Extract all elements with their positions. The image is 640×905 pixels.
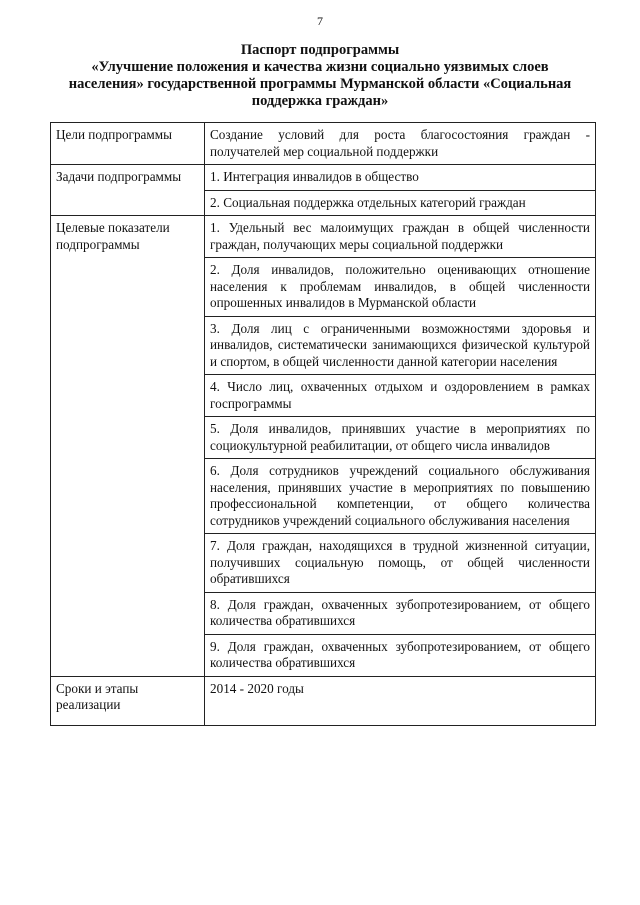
indicator-item: 2. Доля инвалидов, положительно оценивающих отношение населения к проблемам инвалидов, в общей численности опрошенных инвалидов в Мурманской области — [205, 258, 596, 317]
page-number: 7 — [317, 14, 323, 28]
indicator-item: 5. Доля инвалидов, принявших участие в мероприятиях по социокультурной реабилитации, от общего числа инвалидов — [205, 417, 596, 459]
row-label-tasks: Задачи подпрограммы — [51, 165, 205, 216]
row-label-timeline: Сроки и этапы реализации — [51, 676, 205, 725]
title-line: поддержка граждан» — [251, 93, 389, 109]
title-line: «Улучшение положения и качества жизни социально уязвимых слоев — [91, 59, 549, 75]
table-row — [51, 216, 596, 258]
indicator-item: 4. Число лиц, охваченных отдыхом и оздоровлением в рамках госпрограммы — [205, 375, 596, 417]
table-row — [51, 165, 596, 191]
row-label-goals: Цели подпрограммы — [51, 123, 205, 165]
indicator-item: 6. Доля сотрудников учреждений социального обслуживания населения, принявших участие в мероприятиях по повышению профессиональной компетенции, от общего количества сотрудников учреждений социального обслуживания населения — [205, 459, 596, 534]
title-line: населения» государственной программы Мурманской области «Социальная — [68, 76, 572, 92]
indicator-item: 9. Доля граждан, охваченных зубопротезированием, от общего количества обратившихся — [205, 634, 596, 676]
indicator-item: 8. Доля граждан, охваченных зубопротезированием, от общего количества обратившихся — [205, 592, 596, 634]
task-item: 1. Интеграция инвалидов в общество — [205, 165, 596, 191]
row-label-indicators: Целевые показатели подпрограммы — [51, 216, 205, 677]
timeline-value: 2014 - 2020 годы — [205, 676, 596, 725]
document-title — [40, 42, 600, 110]
title-line: Паспорт подпрограммы — [240, 42, 400, 58]
indicator-item: 1. Удельный вес малоимущих граждан в общей численности граждан, получающих меры социальной поддержки — [205, 216, 596, 258]
task-item: 2. Социальная поддержка отдельных категорий граждан — [205, 190, 596, 216]
table-row — [51, 676, 596, 725]
table-row — [51, 123, 596, 165]
passport-table — [50, 122, 596, 726]
indicator-item: 3. Доля лиц с ограниченными возможностями здоровья и инвалидов, систематически занимающихся физической культурой и спортом, в общей численности данной категории населения — [205, 316, 596, 375]
indicator-item: 7. Доля граждан, находящихся в трудной жизненной ситуации, получивших социальную помощь, от общей численности обратившихся — [205, 534, 596, 593]
goals-value: Создание условий для роста благосостояния граждан - получателей мер социальной поддержки — [205, 123, 596, 165]
